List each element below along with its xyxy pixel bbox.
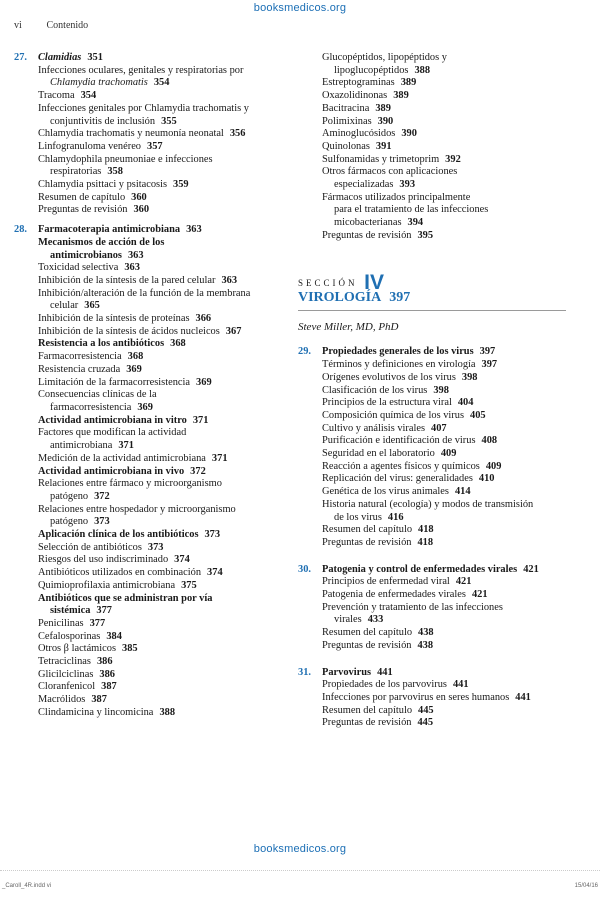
entry-page: 389	[393, 90, 409, 102]
entry-page: 363	[124, 262, 140, 274]
toc-entry[interactable]	[38, 300, 294, 313]
entry-page: 421	[523, 563, 539, 575]
entry-page: 374	[174, 554, 190, 566]
entry-page: 397	[479, 346, 496, 358]
entry-text: Preguntas de revisión	[322, 229, 412, 241]
toc-entry[interactable]	[38, 427, 294, 440]
entry-page: 398	[433, 384, 449, 396]
entry-text: Linfogranuloma venéreo	[38, 140, 141, 152]
entry-page: 351	[87, 52, 103, 63]
entry-text: Resumen del capítulo	[322, 627, 413, 639]
running-head-title: Contenido	[46, 20, 89, 31]
toc-entry[interactable]	[38, 288, 294, 301]
entry-text: Antibióticos que se administran por vía	[38, 592, 213, 604]
entry-page: 404	[457, 397, 474, 409]
entry-page: 387	[91, 694, 107, 706]
entry-text: para el tratamiento de las infecciones	[334, 204, 489, 216]
entry-page: 368	[170, 338, 186, 350]
toc-entry[interactable]	[322, 90, 588, 103]
entry-text: antimicrobianos	[50, 249, 122, 261]
entry-page: 395	[417, 229, 434, 241]
entry-page: 384	[106, 630, 122, 642]
entry-text: Inhibición de la síntesis de la pared celular	[38, 274, 216, 286]
entry-page: 409	[485, 460, 502, 472]
toc-entry[interactable]	[322, 461, 588, 474]
toc-entry[interactable]	[38, 478, 294, 491]
entry-page: 409	[440, 448, 457, 460]
toc-entry[interactable]	[322, 385, 588, 398]
entry-text: Chlamydophila pneumoniae e infecciones	[38, 153, 213, 165]
entry-page: 354	[80, 90, 97, 102]
toc-right-column	[298, 52, 588, 730]
entry-page: 367	[225, 325, 242, 337]
toc-entry[interactable]	[38, 694, 294, 707]
toc-entry[interactable]	[322, 473, 588, 486]
entry-text: Clamidias	[38, 52, 82, 63]
right-chapters	[298, 346, 588, 730]
entry-text: Otros β lactámicos	[38, 643, 117, 655]
entry-text: Fármacos utilizados principalmente	[322, 191, 471, 203]
entry-page: 391	[375, 140, 392, 152]
entry-text: celular	[50, 300, 79, 312]
entry-text: Quimioprofilaxia antimicrobiana	[38, 579, 176, 591]
toc-entry[interactable]	[322, 679, 588, 692]
entry-text: Clindamicina y lincomicina	[38, 706, 154, 718]
toc-left-column	[14, 52, 294, 720]
entry-page: 357	[147, 140, 163, 152]
entry-text: Purificación e identificación de virus	[322, 435, 476, 447]
toc-entry[interactable]	[38, 377, 294, 390]
entry-page: 390	[377, 115, 394, 127]
toc-entry[interactable]	[322, 103, 588, 116]
toc-entry[interactable]	[38, 466, 294, 479]
entry-text: Replicación del virus: generalidades	[322, 473, 473, 485]
entry-page: 372	[94, 490, 110, 502]
toc-entry[interactable]	[38, 364, 294, 377]
chapter-number: 29.	[298, 346, 311, 358]
entry-text: Parvovirus	[322, 666, 372, 678]
entry-text: antimicrobiana	[50, 440, 113, 452]
entry-text: Preguntas de revisión	[322, 639, 412, 651]
toc-entry[interactable]	[38, 605, 294, 618]
entry-text: Quinolonas	[322, 140, 370, 152]
entry-text: Resumen del capítulo	[322, 704, 413, 716]
entry-page: 369	[196, 376, 212, 388]
toc-entry[interactable]	[38, 90, 294, 103]
entry-page: 418	[417, 536, 434, 548]
entry-page: 445	[417, 717, 434, 729]
toc-entry[interactable]	[38, 643, 294, 656]
entry-text: Resistencia cruzada	[38, 363, 121, 375]
entry-page: 410	[478, 473, 495, 485]
toc-entry[interactable]	[322, 423, 588, 436]
entry-page: 369	[126, 363, 142, 375]
entry-page: 397	[481, 359, 498, 371]
entry-page: 355	[161, 115, 177, 127]
entry-page: 389	[375, 102, 391, 114]
entry-page: 393	[399, 179, 416, 191]
entry-text: Medición de la actividad antimicrobiana	[38, 452, 206, 464]
toc-entry[interactable]	[38, 65, 294, 78]
toc-entry[interactable]	[322, 217, 588, 230]
toc-entry[interactable]	[38, 440, 294, 453]
entry-page: 398	[461, 371, 478, 383]
toc-entry[interactable]	[38, 192, 294, 205]
entry-page: 438	[418, 627, 434, 639]
entry-text: Aplicación clínica de los antibióticos	[38, 529, 199, 541]
entry-text: Mecanismos de acción de los	[38, 236, 165, 248]
entry-text: Glucopéptidos, lipopéptidos y	[322, 52, 447, 63]
toc-entry[interactable]	[322, 166, 588, 179]
section-label: SECCIÓN	[298, 277, 358, 288]
entry-page: 356	[229, 128, 246, 140]
entry-text: Cloranfenicol	[38, 681, 96, 693]
entry-page: 408	[481, 435, 498, 447]
toc-entry[interactable]	[38, 491, 294, 504]
entry-text: Historia natural (ecología) y modos de transmisión	[322, 498, 534, 510]
entry-text: Relaciones entre fármaco y microorganismo	[38, 478, 222, 490]
toc-entry[interactable]	[38, 128, 294, 141]
chapter-title[interactable]	[322, 346, 588, 359]
toc-entry[interactable]	[322, 230, 588, 243]
entry-text: Sulfonamidas y trimetoprim	[322, 153, 440, 165]
entry-text: Infecciones oculares, genitales y respiratorias por	[38, 64, 244, 76]
toc-entry[interactable]	[38, 116, 294, 129]
entry-text: Patogenia y control de enfermedades virales	[322, 563, 518, 575]
entry-text: Clasificación de los virus	[322, 384, 428, 396]
toc-entry[interactable]	[38, 237, 294, 250]
toc-chapter	[298, 346, 588, 549]
toc-entry[interactable]	[38, 415, 294, 428]
entry-page: 360	[131, 191, 147, 203]
toc-chapter	[14, 224, 294, 719]
entry-text: Actividad antimicrobiana in vivo	[38, 465, 185, 477]
entry-text: virales	[334, 614, 362, 626]
entry-text: Tracoma	[38, 90, 75, 102]
toc-entry[interactable]	[322, 448, 588, 461]
entry-page: 441	[377, 666, 393, 678]
entry-page: 388	[159, 706, 176, 718]
entry-text: Estreptograminas	[322, 77, 395, 89]
entry-page: 371	[211, 452, 228, 464]
entry-text: Preguntas de revisión	[322, 536, 412, 548]
entry-text: Chlamydia trachomatis y neumonía neonatal	[38, 128, 224, 140]
entry-page: 416	[387, 511, 404, 523]
toc-entry[interactable]	[322, 524, 588, 537]
entry-text: Preguntas de revisión	[322, 717, 412, 729]
entry-page: 360	[133, 204, 150, 216]
entry-page: 373	[94, 516, 110, 528]
entry-page: 363	[221, 274, 238, 286]
chapter-number: 27.	[14, 52, 27, 63]
entry-text: Oxazolidinonas	[322, 90, 388, 102]
toc-entry[interactable]	[38, 250, 294, 263]
entry-page: 390	[401, 128, 417, 140]
entry-page: 418	[418, 524, 434, 536]
entry-text: Infecciones genitales por Chlamydia trachomatis y	[38, 102, 249, 114]
entry-page: 441	[515, 691, 531, 703]
toc-entry[interactable]	[38, 567, 294, 580]
toc-entry[interactable]	[38, 529, 294, 542]
entry-page: 354	[153, 77, 170, 89]
entry-text: Reacción a agentes físicos y químicos	[322, 460, 480, 472]
toc-entry[interactable]	[322, 410, 588, 423]
section-page: 397	[389, 290, 411, 305]
toc-entry[interactable]	[322, 614, 588, 627]
entry-text: Chlamydia psittaci y psitacosis	[38, 179, 168, 191]
entry-text: Principios de la estructura viral	[322, 397, 452, 409]
toc-entry[interactable]	[38, 542, 294, 555]
toc-entry[interactable]	[322, 128, 588, 141]
section-header	[298, 270, 566, 311]
entry-text: Antibióticos utilizados en combinación	[38, 567, 202, 579]
toc-entry[interactable]	[322, 435, 588, 448]
toc-entry[interactable]	[38, 338, 294, 351]
entry-text: Selección de antibióticos	[38, 541, 142, 553]
entry-page: 414	[454, 486, 471, 498]
toc-entry[interactable]	[38, 313, 294, 326]
entry-text: Resistencia a los antibióticos	[38, 338, 165, 350]
entry-text: Polimixinas	[322, 115, 372, 127]
toc-entry[interactable]	[38, 656, 294, 669]
date-slug: 15/04/16	[574, 883, 598, 889]
toc-entry[interactable]	[322, 372, 588, 385]
entry-text: Bacitracina	[322, 102, 370, 114]
entry-page: 369	[137, 401, 153, 413]
toc-entry[interactable]	[38, 389, 294, 402]
entry-text: Términos y definiciones en virología	[322, 359, 476, 371]
entry-text: Propiedades de los parvovirus	[322, 679, 447, 691]
toc-entry[interactable]	[38, 275, 294, 288]
entry-text: Chlamydia trachomatis	[50, 77, 148, 89]
toc-chapter	[298, 564, 588, 653]
toc-entry[interactable]	[38, 631, 294, 644]
entry-text: Preguntas de revisión	[38, 204, 128, 216]
entry-page: 371	[118, 440, 134, 452]
toc-entry[interactable]	[38, 618, 294, 631]
entry-page: 421	[455, 576, 472, 588]
entry-page: 371	[192, 414, 209, 426]
entry-text: Resumen de capítulo	[38, 191, 126, 203]
entry-page: 386	[96, 656, 113, 668]
entry-text: Cultivo y análisis virales	[322, 422, 426, 434]
toc-entry[interactable]	[322, 512, 588, 525]
toc-entry[interactable]	[38, 681, 294, 694]
entry-page: 385	[122, 643, 138, 655]
entry-text: farmacorresistencia	[50, 401, 132, 413]
entry-page: 387	[101, 681, 117, 693]
entry-text: respiratorias	[50, 166, 102, 178]
toc-entry[interactable]	[38, 580, 294, 593]
entry-text: micobacterianas	[334, 217, 402, 229]
chapter-28-continuation	[298, 52, 588, 243]
entry-text: lipoglucopéptidos	[334, 64, 409, 76]
toc-entry[interactable]	[322, 141, 588, 154]
entry-text: patógeno	[50, 490, 89, 502]
entry-text: Tetraciclinas	[38, 656, 91, 668]
toc-entry[interactable]	[38, 204, 294, 217]
entry-text: Inhibición/alteración de la función de la membrana	[38, 287, 251, 299]
entry-text: Relaciones entre hospedador y microorganismo	[38, 503, 236, 515]
toc-entry[interactable]	[38, 516, 294, 529]
toc-entry[interactable]	[322, 576, 588, 589]
toc-entry[interactable]	[322, 65, 588, 78]
entry-text: de los virus	[334, 511, 382, 523]
entry-text: patógeno	[50, 516, 89, 528]
watermark-bottom[interactable]: booksmedicos.org	[253, 843, 347, 855]
toc-entry[interactable]	[322, 486, 588, 499]
toc-entry[interactable]	[322, 705, 588, 718]
toc-entry[interactable]	[322, 717, 588, 730]
entry-text: Principios de enfermedad viral	[322, 576, 450, 588]
toc-entry[interactable]	[322, 627, 588, 640]
entry-page: 375	[181, 579, 197, 591]
entry-page: 359	[173, 179, 189, 191]
entry-text: Riesgos del uso indiscriminado	[38, 554, 169, 566]
entry-text: Otros fármacos con aplicaciones	[322, 166, 458, 178]
entry-text: Farmacoterapia antimicrobiana	[38, 224, 181, 236]
entry-page: 433	[367, 614, 384, 626]
entry-text: Macrólidos	[38, 694, 86, 706]
toc-entry[interactable]	[322, 537, 588, 550]
chapter-number: 28.	[14, 224, 27, 236]
toc-entry[interactable]	[322, 692, 588, 705]
entry-text: Resumen del capítulo	[322, 524, 413, 536]
entry-text: Orígenes evolutivos de los virus	[322, 371, 456, 383]
entry-page: 438	[417, 639, 434, 651]
entry-text: Actividad antimicrobiana in vitro	[38, 414, 187, 426]
toc-entry[interactable]	[322, 589, 588, 602]
entry-page: 441	[452, 679, 469, 691]
entry-page: 358	[107, 166, 123, 178]
entry-page: 363	[127, 249, 144, 261]
chapter-title[interactable]	[38, 52, 294, 65]
entry-page: 366	[195, 313, 212, 325]
toc-entry[interactable]	[322, 116, 588, 129]
toc-entry[interactable]	[322, 499, 588, 512]
section-number: IV	[364, 270, 384, 294]
toc-chapter	[14, 52, 294, 217]
entry-text: Glicilciclinas	[38, 668, 94, 680]
toc-entry[interactable]	[38, 166, 294, 179]
entry-text: Genética de los virus animales	[322, 486, 449, 498]
toc-entry[interactable]	[322, 397, 588, 410]
chapter-number: 31.	[298, 666, 311, 678]
entry-text: Aminoglucósidos	[322, 128, 396, 140]
entry-page: 421	[471, 589, 488, 601]
section-title	[298, 292, 566, 305]
entry-page: 386	[99, 668, 115, 680]
chapter-title[interactable]	[322, 564, 588, 577]
entry-page: 373	[147, 541, 164, 553]
toc-entry[interactable]	[38, 554, 294, 567]
toc-entry[interactable]	[322, 52, 588, 65]
entry-page: 394	[407, 217, 424, 229]
toc-entry[interactable]	[322, 154, 588, 167]
footer-rule	[0, 870, 600, 871]
entry-text: Infecciones por parvovirus en seres humanos	[322, 691, 510, 703]
entry-page: 365	[84, 300, 100, 312]
toc-entry[interactable]	[322, 77, 588, 90]
entry-page: 388	[414, 64, 431, 76]
entry-text: Patogenia de enfermedades virales	[322, 589, 466, 601]
toc-entry[interactable]	[322, 359, 588, 372]
entry-text: Cefalosporinas	[38, 630, 101, 642]
entry-page: 377	[96, 605, 112, 617]
section-title-text: VIROLOGÍA	[298, 290, 382, 305]
entry-text: Propiedades generales de los virus	[322, 346, 474, 358]
chapter-title[interactable]	[38, 224, 294, 237]
entry-text: Farmacorresistencia	[38, 351, 122, 363]
toc-entry[interactable]	[38, 402, 294, 415]
entry-page: 374	[207, 567, 223, 579]
page-number: vi	[14, 20, 22, 31]
running-head	[14, 20, 88, 33]
entry-page: 389	[400, 77, 417, 89]
toc-entry[interactable]	[38, 504, 294, 517]
entry-page: 407	[431, 422, 447, 434]
toc-entry[interactable]	[38, 154, 294, 167]
entry-page: 377	[89, 617, 106, 629]
chapter-number: 30.	[298, 563, 311, 575]
entry-page: 405	[470, 409, 486, 421]
toc-entry[interactable]	[38, 326, 294, 339]
entry-text: sistémica	[50, 605, 91, 617]
toc-entry[interactable]	[38, 453, 294, 466]
entry-text: Prevención y tratamiento de las infecciones	[322, 601, 503, 613]
entry-text: Seguridad en el laboratorio	[322, 448, 435, 460]
entry-text: Limitación de la farmacorresistencia	[38, 376, 191, 388]
toc-entry[interactable]	[38, 669, 294, 682]
entry-text: especializadas	[334, 179, 394, 191]
toc-entry[interactable]	[38, 141, 294, 154]
entry-page: 392	[445, 153, 461, 165]
toc-entry[interactable]	[38, 262, 294, 275]
toc-entry[interactable]	[322, 204, 588, 217]
toc-entry[interactable]	[322, 602, 588, 615]
toc-entry[interactable]	[322, 640, 588, 653]
entry-page: 372	[190, 465, 206, 477]
entry-text: Consecuencias clínicas de la	[38, 389, 157, 401]
chapter-title[interactable]	[322, 667, 588, 680]
entry-page: 368	[127, 351, 144, 363]
entry-page: 445	[418, 704, 434, 716]
entry-text: conjuntivitis de inclusión	[50, 115, 156, 127]
toc-entry[interactable]	[322, 179, 588, 192]
entry-text: Penicilinas	[38, 617, 84, 629]
entry-text: Composición química de los virus	[322, 409, 464, 421]
toc-chapter	[298, 667, 588, 731]
entry-text: Inhibición de la síntesis de ácidos nucleicos	[38, 325, 220, 337]
section-author: Steve Miller, MD, PhD	[298, 320, 399, 333]
toc-entry[interactable]	[38, 179, 294, 192]
file-slug: _Caroll_4R.indd vi	[2, 883, 52, 889]
toc-entry[interactable]	[38, 77, 294, 90]
toc-entry[interactable]	[38, 103, 294, 116]
entry-page: 373	[204, 529, 221, 541]
toc-entry[interactable]	[38, 351, 294, 364]
watermark-top[interactable]: booksmedicos.org	[253, 2, 347, 14]
toc-entry[interactable]	[38, 593, 294, 606]
entry-text: Inhibición de la síntesis de proteínas	[38, 313, 190, 325]
toc-entry[interactable]	[322, 192, 588, 205]
toc-entry[interactable]	[38, 707, 294, 720]
entry-page: 363	[186, 224, 202, 236]
entry-text: Toxicidad selectiva	[38, 262, 119, 274]
entry-text: Factores que modifican la actividad	[38, 427, 187, 439]
